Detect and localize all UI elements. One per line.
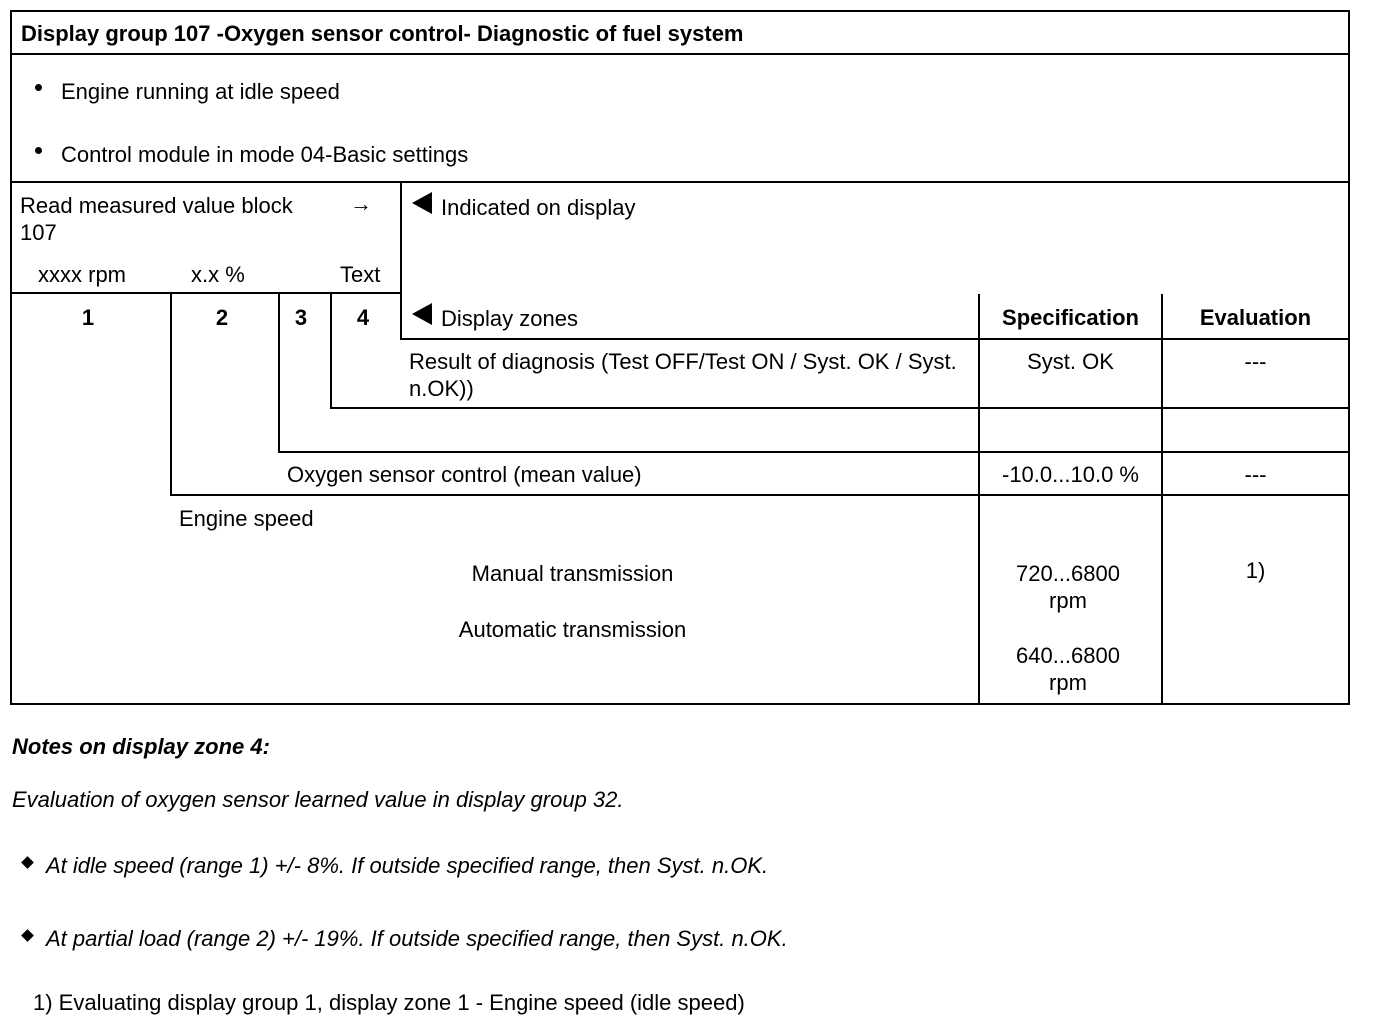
zone-number-1: 1 <box>81 305 95 330</box>
triangle-left-icon <box>412 192 432 214</box>
zone4-leader <box>330 292 332 409</box>
zone2-evaluation: --- <box>1244 462 1267 487</box>
zone4-description: Result of diagnosis (Test OFF/Test ON / Syst. OK / Syst. n.OK)) <box>409 349 957 401</box>
zone4-row-divider <box>330 407 1350 409</box>
zone3-leader <box>278 292 280 453</box>
zone2-specification: -10.0...10.0 % <box>1002 462 1139 487</box>
display-zones-label: Display zones <box>441 306 578 331</box>
triangle-left-icon <box>412 303 432 325</box>
notes-heading: Notes on display zone 4: <box>12 734 270 759</box>
field-rpm: xxxx rpm <box>38 262 126 287</box>
manual-transmission-label: Manual transmission <box>471 561 674 586</box>
zone4-specification: Syst. OK <box>1027 349 1114 374</box>
zone2-row-divider <box>170 494 1350 496</box>
zone4-evaluation: --- <box>1244 349 1267 374</box>
zone-number-4: 4 <box>356 305 370 330</box>
diamond-bullet-icon <box>21 856 34 869</box>
zone2-description: Oxygen sensor control (mean value) <box>287 462 642 487</box>
zone1-evaluation: 1) <box>1245 558 1266 583</box>
note-partial-load: At partial load (range 2) +/- 19%. If outside specified range, then Syst. n.OK. <box>46 926 788 951</box>
manual-speed-spec: 720...6800 rpm <box>1016 561 1120 613</box>
bullet-icon <box>35 84 42 91</box>
notes-intro: Evaluation of oxygen sensor learned value in display group 32. <box>12 787 624 812</box>
diamond-bullet-icon <box>21 929 34 942</box>
footnote: 1) Evaluating display group 1, display zone 1 - Engine speed (idle speed) <box>33 990 745 1015</box>
condition-basic-settings: Control module in mode 04-Basic settings <box>61 142 469 167</box>
conditions-divider <box>10 181 1350 183</box>
zone2-leader <box>170 292 172 496</box>
bullet-icon <box>35 147 42 154</box>
zone3-row-divider <box>278 451 1350 453</box>
automatic-speed-spec: 640...6800 rpm <box>1016 643 1120 695</box>
field-text: Text <box>340 262 381 287</box>
indicated-on-display: Indicated on display <box>441 195 636 220</box>
zone-number-3: 3 <box>294 305 308 330</box>
specification-header: Specification <box>1002 305 1139 330</box>
arrow-right-icon: → <box>350 191 372 216</box>
fields-divider <box>10 292 402 294</box>
condition-engine-idle: Engine running at idle speed <box>61 79 340 104</box>
automatic-transmission-label: Automatic transmission <box>458 617 687 642</box>
read-block-divider <box>400 181 402 339</box>
zone1-description: Engine speed <box>179 506 314 531</box>
note-idle-speed: At idle speed (range 1) +/- 8%. If outside specified range, then Syst. n.OK. <box>46 853 769 878</box>
field-percent: x.x % <box>191 262 245 287</box>
title-divider <box>10 53 1350 55</box>
read-block-label: Read measured value block 107 <box>20 193 293 245</box>
zone-number-2: 2 <box>215 305 229 330</box>
evaluation-header: Evaluation <box>1199 305 1312 330</box>
header-divider <box>400 338 1350 340</box>
table-title: Display group 107 -Oxygen sensor control- Diagnostic of fuel system <box>21 21 744 46</box>
